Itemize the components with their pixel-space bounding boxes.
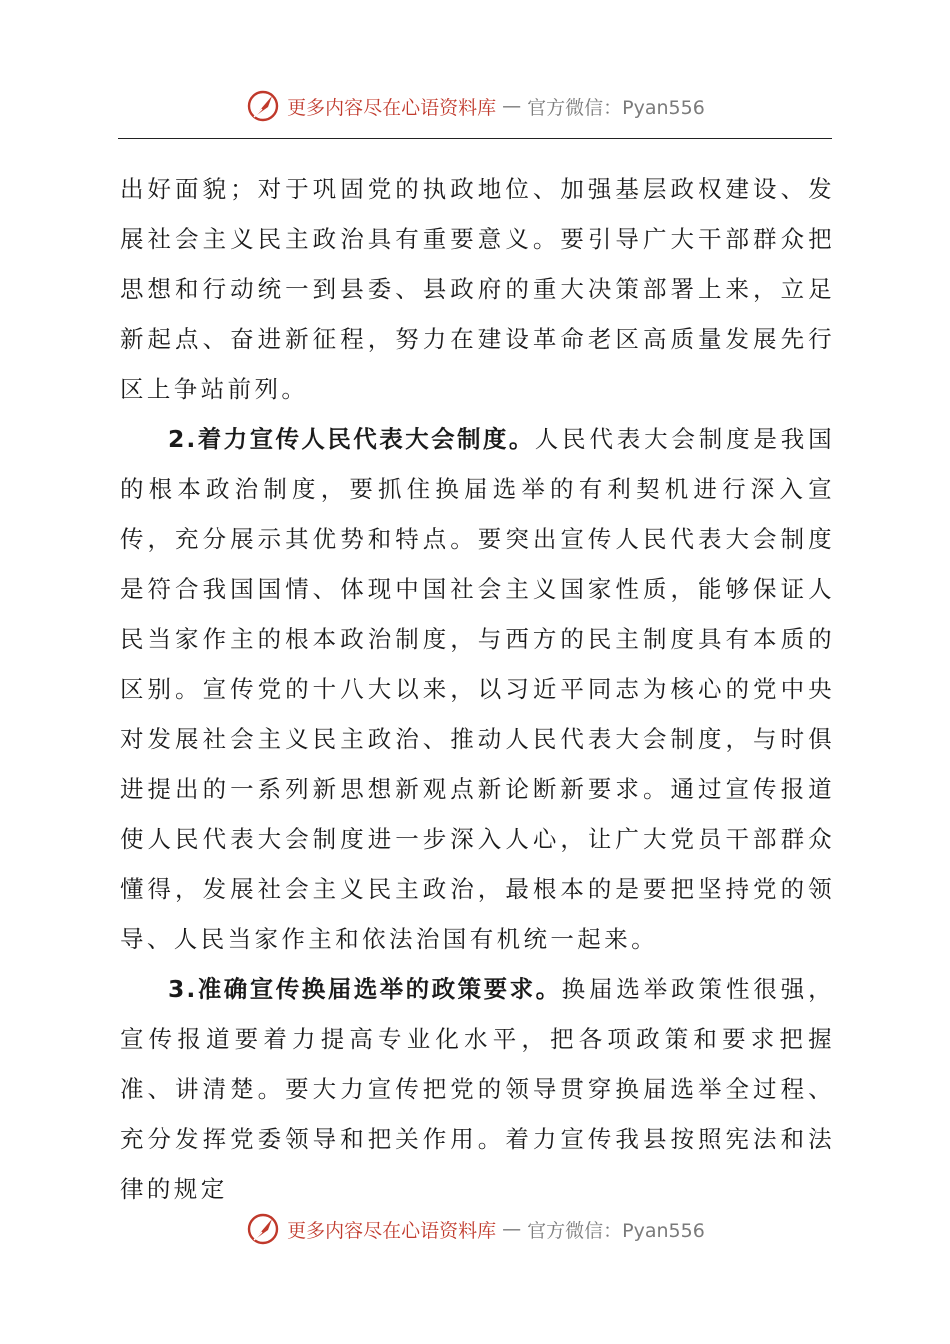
footer-separator: — [502,1218,522,1240]
paragraph-1: 出好面貌；对于巩固党的执政地位、加强基层政权建设、发展社会主义民主政治具有重要意义。要引导广大干部群众把思想和行动统一到县委、县政府的重大决策部署上来，立足新起点、奋进新征程，努力在建设革命老区高质量发展先行区上争站前列。 [120,175,835,403]
page-footer [0,1207,950,1251]
document-body [120,164,835,1214]
quill-logo-icon [245,88,281,124]
page-header [0,84,950,128]
header-wechat-text: 官方微信：Pyan556 [527,96,705,119]
header-separator: — [502,95,522,117]
header-divider [118,138,832,139]
footer-brand-text: 更多内容尽在心语资料库 [287,1219,497,1242]
paragraph-3 [120,964,835,1214]
paragraph-2-text: 人民代表大会制度是我国的根本政治制度，要抓住换届选举的有利契机进行深入宣传，充分展示其优势和特点。要突出宣传人民代表大会制度是符合我国国情、体现中国社会主义国家性质，能够保证人民当家作主的根本政治制度，与西方的民主制度具有本质的区别。宣传党的十八大以来，以习近平同志为核心的党中央对发展社会主义民主政治、推动人民代表大会制度，与时俱进提出的一系列新思想新观点新论断新要求。通过宣传报道使人民代表大会制度进一步深入人心，让广大党员干部群众懂得，发展社会主义民主政治，最根本的是要把坚持党的领导、人民当家作主和依法治国有机统一起来。 [120,425,835,953]
paragraph-2-heading: 2.着力宣传人民代表大会制度。 [168,425,535,453]
quill-logo-icon [245,1211,281,1247]
paragraph-3-text: 换届选举政策性很强，宣传报道要着力提高专业化水平，把各项政策和要求把握准、讲清楚。要大力宣传把党的领导贯穿换届选举全过程、充分发挥党委领导和把关作用。着力宣传我县按照宪法和法律的规定 [120,975,836,1203]
paragraph-3-heading: 3.准确宣传换届选举的政策要求。 [168,975,562,1003]
footer-wechat-text: 官方微信：Pyan556 [527,1219,705,1242]
paragraph-2 [120,414,835,964]
header-brand-text: 更多内容尽在心语资料库 [287,96,497,119]
